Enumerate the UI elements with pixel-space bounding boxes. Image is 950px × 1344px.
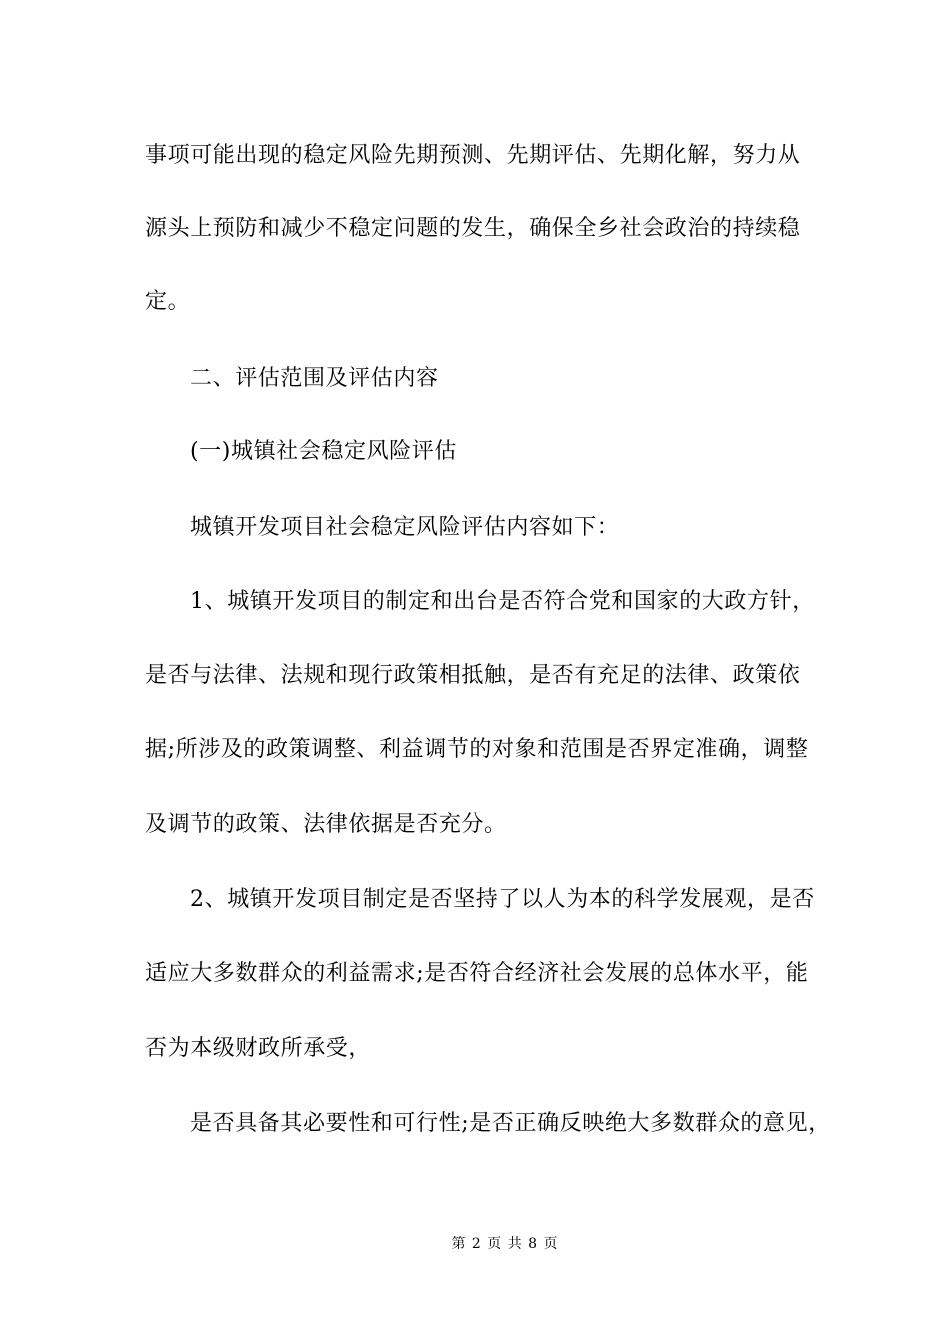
item-1-line-2: 是否与法律、法规和现行政策相抵触，是否有充足的法律、政策依: [145, 663, 801, 688]
item-2-line-1: 2、城镇开发项目制定是否坚持了以人为本的科学发展观，是否: [190, 887, 815, 912]
section-heading: 二、评估范围及评估内容: [190, 366, 439, 391]
item-2-line-2: 适应大多数群众的利益需求;是否符合经济社会发展的总体水平，能: [145, 961, 809, 986]
text-line-2: 源头上预防和减少不稳定问题的发生，确保全乡社会政治的持续稳: [145, 216, 801, 241]
item-2-line-4: 是否具备其必要性和可行性;是否正确反映绝大多数群众的意见，: [190, 1111, 831, 1136]
text-line-3: 定。: [145, 289, 191, 314]
item-2-line-3: 否为本级财政所承受，: [145, 1036, 372, 1061]
paragraph-intro: 城镇开发项目社会稳定风险评估内容如下：: [190, 515, 620, 540]
item-1-line-3: 据;所涉及的政策调整、利益调节的对象和范围是否界定准确，调整: [145, 737, 809, 762]
text-line-1: 事项可能出现的稳定风险先期预测、先期评估、先期化解，努力从: [145, 143, 801, 168]
subsection-heading: (一)城镇社会稳定风险评估: [190, 439, 457, 464]
page-number-footer: 第 2 页 共 8 页: [451, 1236, 559, 1252]
item-1-line-1: 1、城镇开发项目的制定和出台是否符合党和国家的大政方针，: [190, 589, 815, 614]
item-1-line-4: 及调节的政策、法律依据是否充分。: [145, 812, 507, 837]
